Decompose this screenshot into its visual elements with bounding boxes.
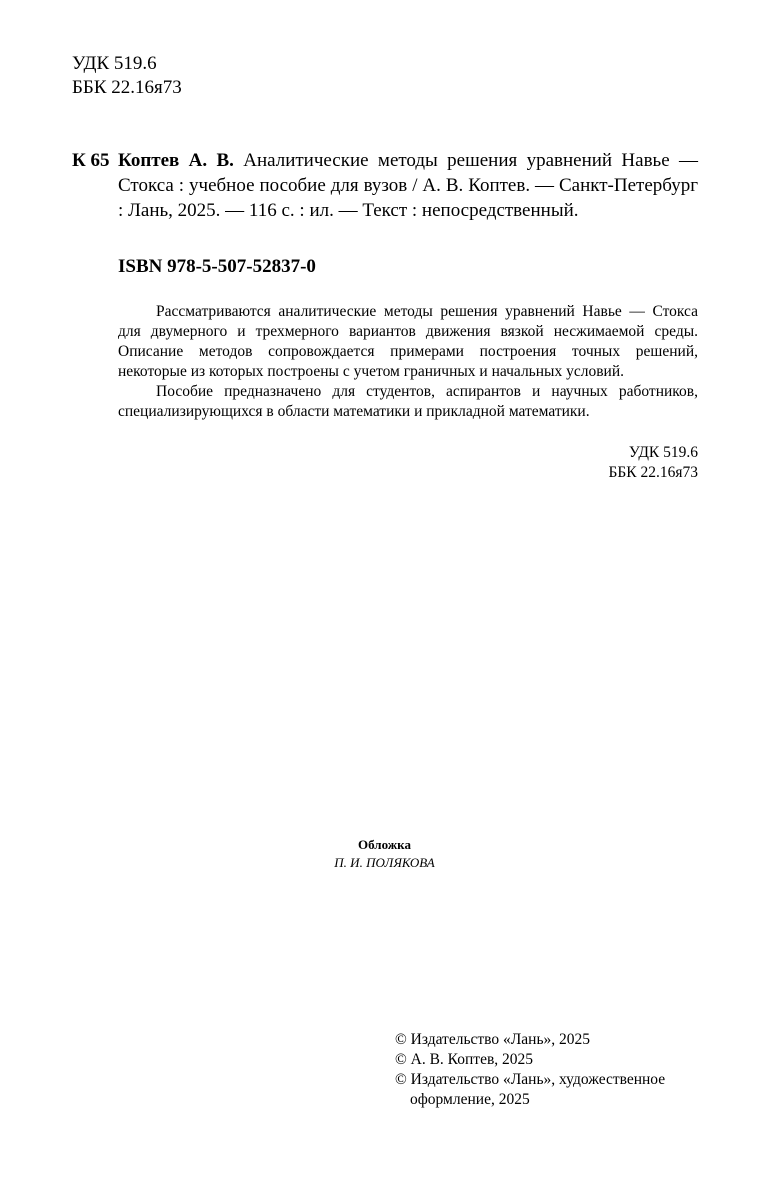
bbk-code-bottom: ББК 22.16я73 bbox=[608, 464, 698, 481]
cover-designer: П. И. ПОЛЯКОВА bbox=[334, 855, 435, 870]
udk-code-bottom: УДК 519.6 bbox=[628, 444, 698, 461]
annotation-paragraph-2: Пособие предназначено для студентов, аспирантов и научных работников, специализирующихся в области математики и прикладной математики. bbox=[118, 383, 698, 420]
bottom-classification bbox=[608, 443, 698, 483]
udk-code: УДК 519.6 bbox=[72, 53, 157, 74]
catalog-entry bbox=[72, 148, 698, 223]
copyright-block bbox=[395, 1030, 665, 1110]
catalog-description: Аналитические методы решения уравнений Навье — Стокса : учебное пособие для вузов / А. В. Коптев. — Санкт-Петербург : Лань, 2025. — 116 с. : ил. — Текст : непосредственный. bbox=[118, 150, 698, 221]
catalog-author: Коптев А. В. bbox=[118, 150, 244, 171]
annotation bbox=[118, 302, 698, 422]
cover-label: Обложка bbox=[358, 837, 411, 852]
copyright-line-2: © А. В. Коптев, 2025 bbox=[395, 1051, 534, 1068]
catalog-body bbox=[118, 148, 698, 223]
copyright-line-3-cont: оформление, 2025 bbox=[410, 1091, 530, 1108]
copyright-line-3: © Издательство «Лань», художественное bbox=[395, 1071, 666, 1088]
copyright-line-1: © Издательство «Лань», 2025 bbox=[395, 1031, 591, 1048]
annotation-paragraph-1: Рассматриваются аналитические методы решения уравнений Навье — Стокса для двумерного и трехмерного вариантов движения вязкой несжимаемой среды. Описание методов сопровождается примерами построения точных решений, некоторые из которых построены с учетом граничных и начальных условий. bbox=[118, 303, 698, 380]
catalog-code: К 65 bbox=[72, 150, 110, 171]
top-classification bbox=[72, 52, 182, 100]
isbn: ISBN 978-5-507-52837-0 bbox=[118, 256, 316, 277]
cover-credit bbox=[0, 836, 769, 872]
bbk-code: ББК 22.16я73 bbox=[72, 77, 182, 98]
